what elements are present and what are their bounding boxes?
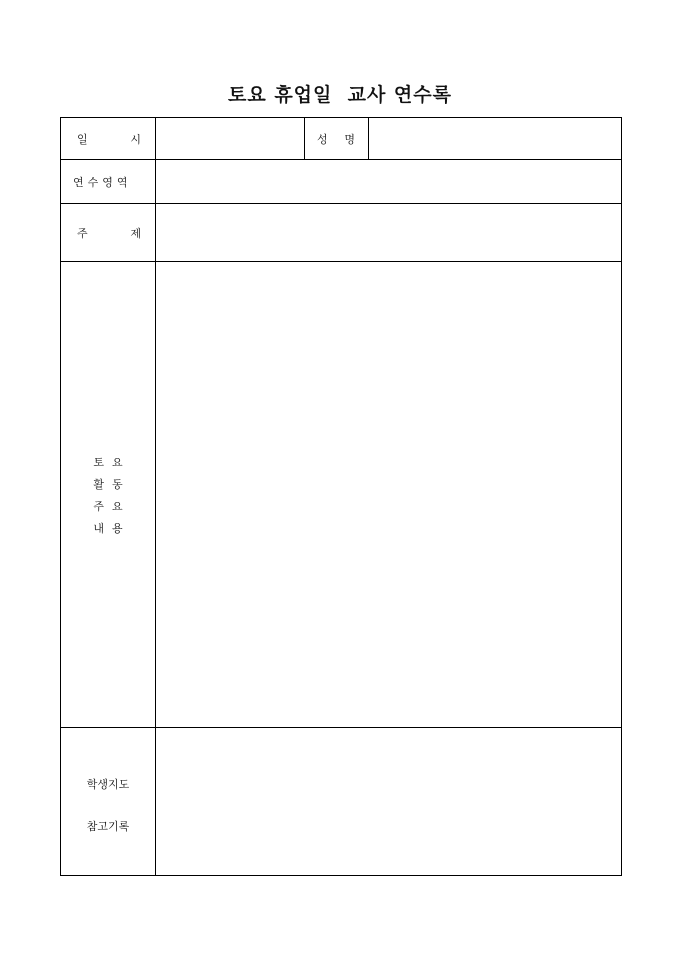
datetime-label-left: 일: [77, 132, 88, 146]
row-datetime: [61, 118, 622, 160]
student-guidance-label-line-1: 학생지도: [86, 777, 130, 791]
name-label-left: 성: [317, 132, 328, 146]
training-area-label-cell: [61, 160, 156, 204]
topic-input-cell[interactable]: [156, 204, 622, 262]
row-student-guidance: [61, 728, 622, 876]
student-guidance-label-line-2: 참고기록: [86, 819, 130, 833]
topic-label-right: 제: [130, 226, 141, 240]
activity-label-cell: [61, 262, 156, 728]
datetime-label-cell: [61, 118, 156, 160]
row-topic: [61, 204, 622, 262]
name-label-cell: [305, 118, 369, 160]
row-activity: [61, 262, 622, 728]
topic-label-left: 주: [77, 226, 88, 240]
student-guidance-label-cell: [61, 728, 156, 876]
topic-label-cell: [61, 204, 156, 262]
training-area-label: 연수영역: [73, 175, 132, 189]
activity-content-cell[interactable]: [156, 262, 622, 728]
activity-label-line-1: 토요: [93, 455, 131, 469]
activity-label-line-3: 주요: [93, 499, 131, 513]
training-record-form: [60, 117, 622, 876]
student-guidance-content-cell[interactable]: [156, 728, 622, 876]
activity-label-line-4: 내용: [93, 521, 131, 535]
datetime-input-cell[interactable]: [156, 118, 305, 160]
datetime-label-right: 시: [130, 132, 141, 146]
document-title: 토요 휴업일 교사 연수록: [228, 84, 452, 106]
training-area-input-cell[interactable]: [156, 160, 622, 204]
name-input-cell[interactable]: [369, 118, 622, 160]
name-label-right: 명: [344, 132, 355, 146]
activity-label-line-2: 활동: [93, 477, 131, 491]
row-training-area: [61, 160, 622, 204]
